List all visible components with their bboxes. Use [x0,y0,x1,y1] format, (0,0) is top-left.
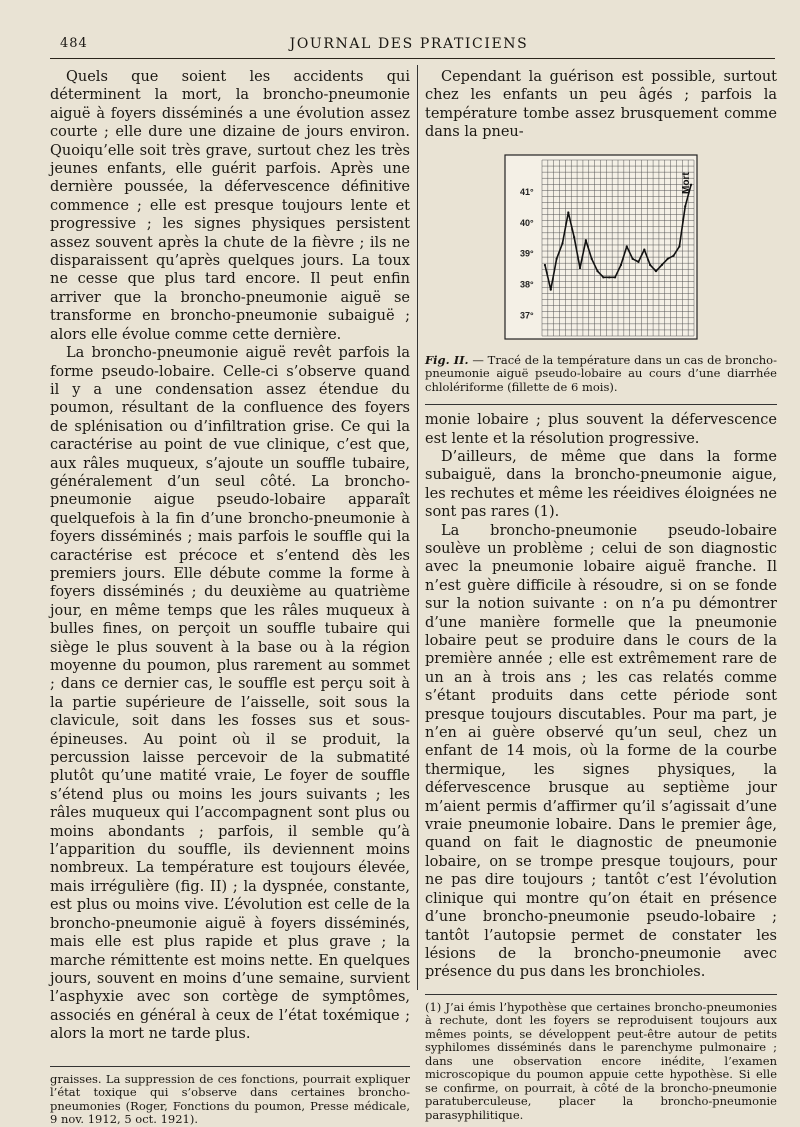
temperature-chart-figure [504,154,698,340]
caption-rule [425,404,777,405]
temperature-point [591,257,593,259]
figure-caption-text: — Tracé de la température dans un cas de broncho-pneumonie aiguë pseudo-lobaire au cours d’une diarrhée chlolériforme (fillette de 6 mois). [425,352,777,394]
temperature-point [573,236,575,238]
page-number: 484 [60,36,88,51]
temperature-point [667,257,669,259]
paragraph-right-top: Cependant la guérison est possible, surtout chez les enfants un peu âgés ; parfois la température tombe assez brusquement comme dans la pneu- [425,69,777,141]
figure-caption-label: Fig. II. [425,352,469,367]
mort-annotation: Mort [681,171,693,194]
y-tick-label: 38° [520,279,534,290]
header-rule [50,58,775,59]
left-column [50,68,410,1127]
temperature-point [655,270,657,272]
temperature-point [556,257,558,259]
y-tick-label: 37° [520,310,534,321]
right-column [425,68,777,1122]
temperature-point [643,248,645,250]
footnote-left: graisses. La suppression de ces fonctions, pourrait expliquer l’état toxique qui s’observe dans certaines broncho-pneumonies (Roger, Fonctions du poumon, Presse médicale, 9 nov. 1912, 5 oct. 1921). [50,1071,410,1127]
temperature-point [602,276,604,278]
paragraph-right-3: La broncho-pneumonie pseudo-lobaire soulève un problème ; celui de son diagnostic avec la pneumonie lobaire aiguë franche. Il n’est guère difficile à résoudre, si on se fonde sur la notion suivante : on n’a pu démontrer d’une manière formelle que la pneumonie lobaire peut se produire dans le cours de la première année ; elle est extrêmement rare de un an à trois ans ; les cas relatés comme s’étant produits dans cette période sont presque toujours discutables. Pour ma part, je n’en ai guère observé qu’un seul, chez un enfant de 14 mois, où la forme de la courbe thermique, les signes physiques, la défervescence brusque au septième jour m’aient permis d’affirmer qu’il s’agissait d’une vraie pneumonie lobaire. Dans le premier âge, quand on fait le diagnostic de pneumonie lobaire, on se trompe presque toujours, pour ne pas dire toujours ; tantôt c’est l’évolution clinique qui montre qu’on était en présence d’une broncho-pneumonie pseudo-lobaire ; tantôt l’autopsie permet de constater les lésions de la broncho-pneumonie avec présence du pus dans les bronchioles. [425,522,777,981]
y-tick-label: 40° [520,217,534,228]
temperature-point [637,260,639,262]
paragraph-left-2: La broncho-pneumonie aiguë revêt parfois la forme pseudo-lobaire. Celle-ci s’observe quand il y a une condensation assez étendue du poumon, résultant de la confluence des foyers de splénisation ou d’infiltration grise. Ce qui la caractérise au point de vue clinique, c’est que, aux râles muqueux, s’ajoute un souffle tubaire, généralement d’un seul côté. La broncho-pneumonie aigue pseudo-lobaire apparaît quelquefois à la fin d’une broncho-pneumonie à foyers disséminés ; mais parfois le souffle qui la caractérise est précoce et s’entend dès les premiers jours. Elle débute comme la forme à foyers disséminés ; du deuxième au quatrième jour, en même temps que les râles muqueux à bulles fines, on perçoit un souffle tubaire qui siège le plus souvent à la base ou à la région moyenne du poumon, plus rarement au sommet ; dans ce dernier cas, le souffle est perçu soit à la partie supérieure de l’aisselle, soit sous la clavicule, soit dans les fosses sus et sous-épineuses. Au point où il se produit, la percussion laisse percevoir de la submatité plutôt qu’une matité vraie, Le foyer de souffle s’étend plus ou moins les jours suivants ; les râles muqueux qui l’accompagnent sont plus ou moins abondants ; parfois, il semble qu’à l’apparition du souffle, ils deviennent moins nombreux. La température est toujours élevée, mais irrégulière (fig. II) ; la dyspnée, constante, est plus ou moins vive. L’évolution est celle de la broncho-pneumonie aiguë à foyers disséminés, mais elle est plus rapide et plus grave ; la marche rémittente est moins nette. En quelques jours, souvent en moins d’une semaine, survient l’asphyxie avec son cortège de symptômes, associés en général à ceux de l’état toxémique ; alors la mort ne tarde plus. [50,345,410,1043]
temperature-point [579,267,581,269]
page-header [48,36,770,56]
y-tick-label: 39° [520,248,534,259]
y-tick-label: 41° [520,186,534,197]
paragraph-right-1: monie lobaire ; plus souvent la défervescence est lente et la résolution progressive. [425,412,777,447]
column-divider [417,65,418,990]
temperature-point [684,205,686,207]
paragraph-right-2: D’ailleurs, de même que dans la forme subaiguë, dans la broncho-pneumonie aigue, les rechutes et même les réeidives éloignées ne sont pas rares (1). [425,448,777,521]
journal-title: JOURNAL DES PRATICIENS [289,36,529,52]
figure-caption [425,354,777,395]
temperature-point [649,264,651,266]
footnote-right: (1) J’ai émis l’hypothèse que certaines broncho-pneumonies à rechute, dont les foyers se reproduisent toujours aux mêmes points, se développent peut-être autour de petits syphilomes disséminés dans le parenchyme pulmonaire ; dans une observation encore inédite, l’examen microscopique du poumon appuie cette hypothèse. Si elle se confirme, on pourrait, à côté de la broncho-pneumonie paratuberculeuse, placer la broncho-pneumonie parasyphilitique. [425,999,777,1122]
chart-frame [505,155,697,339]
temperature-point [561,242,563,244]
temperature-point [620,264,622,266]
temperature-point [626,245,628,247]
footnote-rule-left [50,1066,410,1067]
temperature-chart [504,154,698,340]
temperature-point [661,264,663,266]
temperature-point [672,254,674,256]
temperature-point [550,288,552,290]
temperature-point [596,270,598,272]
temperature-point [585,239,587,241]
temperature-point [608,276,610,278]
temperature-point [544,264,546,266]
paragraph-left-1: Quels que soient les accidents qui déterminent la mort, la broncho-pneumonie aiguë à foyers disséminés a une évolution assez courte ; elle dure une dizaine de jours environ. Quoiqu’elle soit très grave, surtout chez les très jeunes enfants, elle guérit parfois. Après une dernière poussée, la défervescence définitive commence ; elle est presque toujours lente et progressive ; les signes physiques persistent assez souvent après la chute de la fièvre ; ils ne disparaissent qu’après quelques jours. La toux ne cesse que plus tard encore. Il peut enfin arriver que la broncho-pneumonie aiguë se transforme en broncho-pneumonie subaiguë ; alors elle évolue comme cette dernière. [50,69,410,343]
temperature-point [614,276,616,278]
temperature-point [632,257,634,259]
footnote-rule-right [425,994,777,995]
temperature-point [678,245,680,247]
temperature-point [567,211,569,213]
